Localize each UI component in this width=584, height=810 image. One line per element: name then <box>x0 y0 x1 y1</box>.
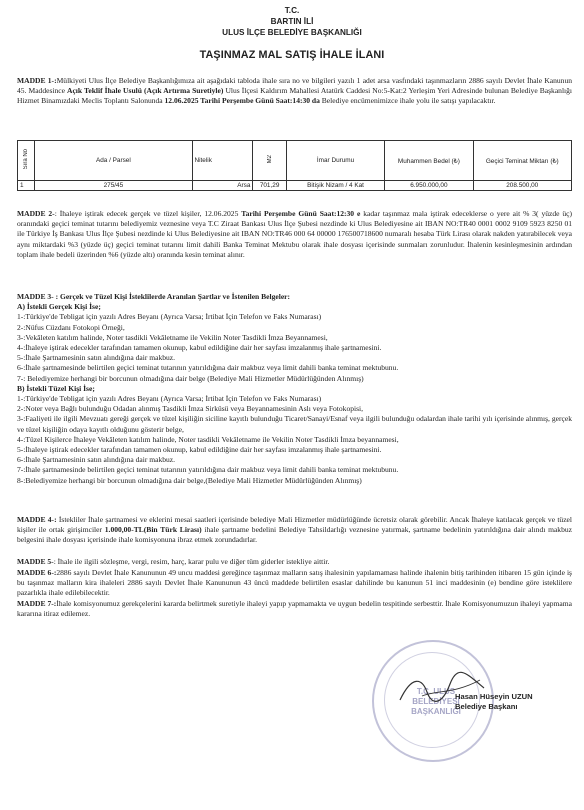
list-item: 5-:İhaleye iştirak edecekler tarafından tamamen okunup, kabul edildiğine dair her sayfası imzalanmış ihale şartnamesini. <box>17 445 382 455</box>
cell-sira-no: 1 <box>18 181 35 191</box>
article-1-bold-a: Açık Teklif İhale Usulü (Açık Artırma Suretiyle) <box>67 86 224 96</box>
article-1-date: 12.06.2025 Tarihi Perşembe Günü Saat:14:30 da <box>164 96 320 106</box>
article-6-label: MADDE 6-: <box>17 568 57 577</box>
article-4 <box>17 515 572 546</box>
article-5-text: : İhale ile ilgili sözleşme, vergi, resim, harç, karar pulu ve diğer tüm giderler istekliye aittir. <box>53 557 330 566</box>
article-1 <box>17 76 572 107</box>
article-4-text-a: İstekliler İhale şartnamesi ve eklerini mesai saatleri içerisinde belediye Mali Hizmetler müdürlüğünde ücretsiz olarak görebilir. Ancak İhaleye katılacak gerçek ve tüzel kişiler ile ortak girişimciler <box>17 515 572 535</box>
article-5 <box>17 557 572 567</box>
article-3 <box>17 292 572 486</box>
col-imar: İmar Durumu <box>286 141 384 181</box>
article-5-label: MADDE 5- <box>17 557 54 566</box>
col-nitelik: Nitelik <box>192 141 253 181</box>
article-3-heading: MADDE 3- : Gerçek ve Tüzel Kişi İsteklilerde Aranılan Şartlar ve İstenilen Belgeler: <box>17 292 291 301</box>
col-ada-parsel: Ada / Parsel <box>35 141 192 181</box>
article-2-deadline: Tarihi Perşembe Günü Saat:12:30 e <box>241 209 361 218</box>
cell-nitelik: Arsa <box>192 181 253 191</box>
list-item: 7-:İhale şartnamesinde belirtilen geçici teminat tutarının yatırıldığına dair makbuz veya limit dahili banka teminat mektubunu. <box>17 465 399 475</box>
article-7-label: MADDE 7-: <box>17 599 57 608</box>
article-3-sub-a: A) İstekli Gerçek Kişi İse; <box>17 302 101 312</box>
article-1-text-a: Mülkiyeti Ulus İlçe Belediye Başkanlığımıza ait aşağıdaki tabloda ihale sıra no ve bilgileri yazılı 1 adet arsa vasfındaki taşınmazların 2886 sayılı Devlet İhale Kanunun 45. Maddesince <box>17 76 572 96</box>
article-1-label: MADDE 1-: <box>17 76 57 85</box>
header-province: BARTIN İLİ <box>270 17 314 26</box>
article-4-label: MADDE 4-: <box>17 515 57 524</box>
article-3-sub-b: B) İstekli Tüzel Kişi İse; <box>17 383 95 393</box>
list-item: 2-:Nüfus Cüzdanı Fotokopi Örneği, <box>17 322 125 332</box>
col-sira-no: Sıra No <box>18 141 35 181</box>
article-4-text-b: ihale şartname bedelini Belediye Tahsildarlığı veznesine yatırmak, şartname bedelinin yatırıldığına dair alındı makbuz belgesini ihale dosyası içerisinde ihale komisyonuna ibraz etmek zorundadırlar. <box>17 525 572 545</box>
article-3-list-a <box>17 312 572 383</box>
list-item: 5-:İhale Şartnamesinin satın alındığına dair makbuz. <box>17 353 176 363</box>
col-m2: M2 <box>253 141 286 181</box>
article-4-fee: 1.000,00-TL(Bin Türk Lirası) <box>104 525 202 535</box>
cell-muhammen: 6.950.000,00 <box>385 181 473 191</box>
article-2 <box>17 209 572 260</box>
table-row <box>18 181 572 191</box>
article-6 <box>17 568 572 599</box>
cell-teminat: 208.500,00 <box>473 181 571 191</box>
list-item: 3-:Vekâleten katılım halinde, Noter tasdikli Vekâletname ile Vekilin Noter Tasdikli İmza Beyannamesi, <box>17 332 328 342</box>
list-item: 4-:İhaleye iştirak edecekler tarafından tamamen okunup, kabul edildiğine dair her sayfası imzalanmış ihale şartnamesini. <box>17 343 382 353</box>
col-muhammen: Muhammen Bedel (₺) <box>385 141 473 181</box>
list-item: 6-:İhale Şartnamesinin satın alındığına dair makbuz. <box>17 455 176 465</box>
article-6-text: 2886 sayılı Devlet İhale Kanununun 49 uncu maddesi gereğince taşınmaz malların satış ihalesinin yapılamaması halinde ihalenin bitiş tarihinden itibaren 15 gün içinde iş bu taşınmaz malların kira ihaleleri 2886 sayılı Devlet İhale Kanununun 43 üncü maddede belirtilen esaslar dahilinde bu kanunun 51 inci maddesinin (e) bendine göre isteklilere pazarlıkla ihale edilebilecektir. <box>17 568 572 598</box>
article-2-label: MADDE 2- <box>17 209 55 218</box>
list-item: 3-:Faaliyeti ile ilgili Mevzuatı gereği gerçek ve tüzel kişiliğin siciline kayıtlı bulunduğu Ticaret/Sanayi/Esnaf veya ilgili bulunduğu odalardan ihale tarihi yılı içerisinde alınmış, gerçek ve tüzel kişiliğin odaya kayıtlı olduğunu gösterir belge, <box>17 414 572 434</box>
article-7 <box>17 599 572 619</box>
signatory-role: Belediye Başkanı <box>455 702 518 711</box>
list-item: 8-:Belediyemize herhangi bir borcunun olmadığına dair belge,(Belediye Mali Hizmetler Müdürlüğünden Alınmış) <box>17 475 362 485</box>
list-item: 4-:Tüzel Kişilerce İhaleye Vekâleten katılım halinde, Noter tasdikli Vekâletname ile Vekilin Noter Tasdikli İmza beyannamesi, <box>17 434 399 444</box>
article-1-text-c: Belediye encümenimizce ihale yolu ile satışı yapılacaktır. <box>319 96 496 106</box>
cell-m2: 701,29 <box>253 181 286 191</box>
article-2-text-a: : İhaleye iştirak edecek gerçek ve tüzel kişiler, 12.06.2025 <box>54 209 242 218</box>
header-tc: T.C. <box>284 6 300 15</box>
page-title: TAŞINMAZ MAL SATIŞ İHALE İLANI <box>199 49 385 61</box>
list-item: 1-:Türkiye'de Tebligat için yazılı Adres Beyanı (Ayrıca Varsa; İrtibat İçin Telefon ve Faks Numarası) <box>17 394 322 404</box>
list-item: 1-:Türkiye'de Tebligat için yazılı Adres Beyanı (Ayrıca Varsa; İrtibat İçin Telefon ve Faks Numarası) <box>17 312 322 322</box>
signatory-name: Hasan Hüseyin UZUN <box>455 692 533 701</box>
table-header-row <box>18 141 572 181</box>
col-teminat: Geçici Teminat Miktarı (₺) <box>473 141 571 181</box>
list-item: 6-:İhale şartnamesinde belirtilen geçici teminat tutarının yatırıldığına dair makbuz veya limit dahili banka teminat mektubunu. <box>17 363 399 373</box>
signatory <box>455 692 533 712</box>
list-item: 2-:Noter veya Bağlı bulunduğu Odadan alınmış Tasdikli İmza Sirküsü veya Beyannamesinin Aslı veya Fotokopisi, <box>17 404 364 414</box>
cell-ada-parsel: 275/45 <box>35 181 192 191</box>
cell-imar: Bitişik Nizam / 4 Kat <box>286 181 384 191</box>
stamp-text: T.C. ULUS BELEDİYESİ BAŞKANLIĞI <box>411 687 461 716</box>
article-2-text-b: kadar taşınmaz mala iştirak edeceklerse o yere ait % 3( yüzde üç) oranındaki geçici teminat tutarını belediyemiz veznesine veya T.C Ziraat Bankası Ulus İlçe Şubesi nezdinde ki Ulus Belediyesine ait IBAN NO:TR40 0001 0002 9109 5923 8250 01 ile Türkiye İş Bankası Ulus İlçe Şubesi nezdinde ki Ulus Belediyesine ait IBAN NO:TR46 000 64 00000 176500718600 numaralı hesaba Türk Lirası olarak nakden yatırabilecek veya aynı miktardaki %3 (yüzde üç) geçici teminat tutarını limit dahili Banka Teminat Mektubu olarak ihale dosyası içerisinde sunmaları zorunludur. İhalenin kesinleşmesinin ardından toplam ihale bedeli üzerinden %6 (yüzde altı) oranında kesin teminat alınır. <box>17 209 573 259</box>
article-1-text-b: Ulus İlçesi Kaldırım Mahallesi Atatürk Caddesi No:5-Kat:2 Yerleşim Yeri Adresinde bulunan Belediye Başkanlığı Hizmet Binamızdaki Meclis Toplantı Salonunda <box>17 86 573 106</box>
header-municipality: ULUS İLÇE BELEDİYE BAŞKANLIĞI <box>222 28 362 37</box>
article-7-text: İhale komisyonumuz gerekçelerini kararda belirtmek suretiyle ihaleyi yapıp yapmamakta ve uygun bedelin tespitinde serbesttir. İhale Komisyonumuzun ihaleyi yapmama kararına itiraz edilemez. <box>17 599 572 619</box>
list-item: 7-: Belediyemize herhangi bir borcunun olmadığına dair belge (Belediye Mali Hizmetler Müdürlüğünden Alınmış) <box>17 373 364 383</box>
article-3-list-b <box>17 394 572 486</box>
property-table <box>17 140 572 191</box>
